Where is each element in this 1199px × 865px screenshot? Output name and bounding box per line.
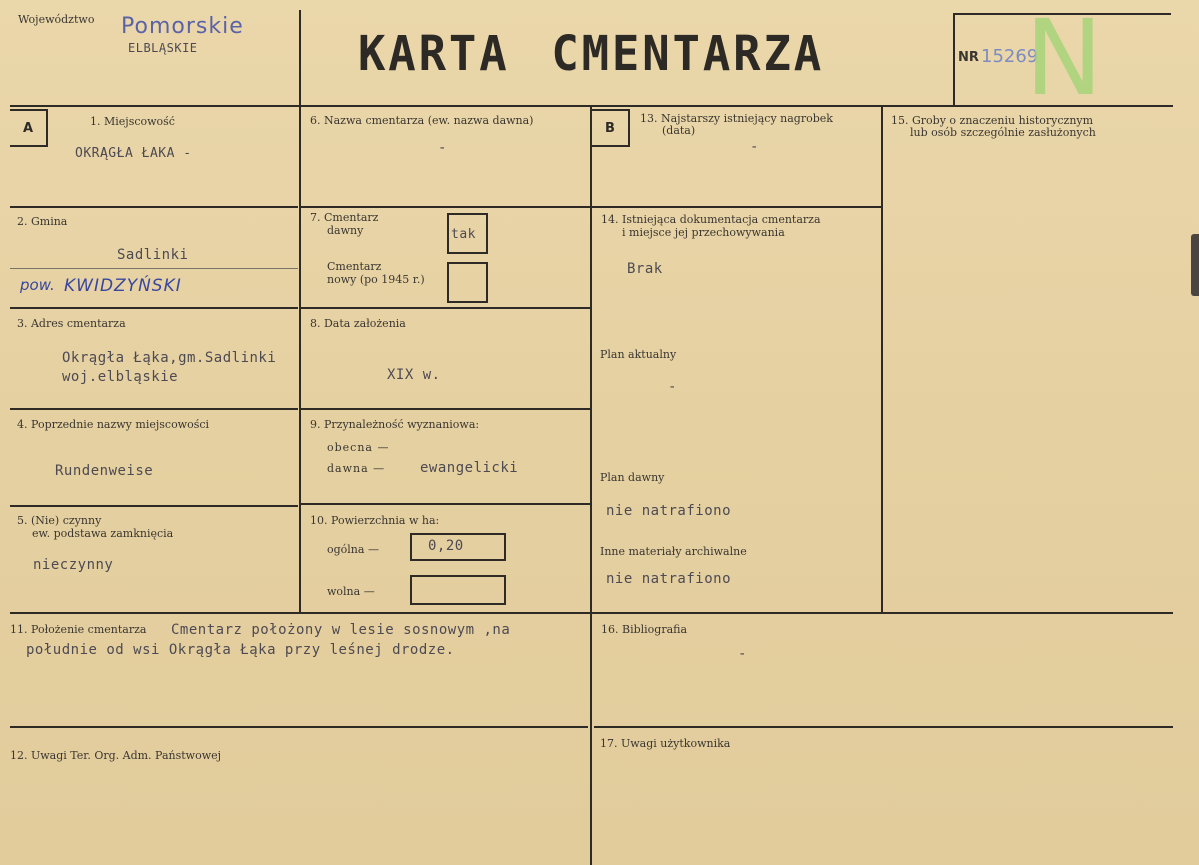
field11-line2: południe od wsi Okrągła Łąka przy leśnej drodze.	[26, 642, 455, 658]
nr-label: NR	[958, 50, 979, 65]
field8-label: 8. Data założenia	[310, 317, 406, 330]
field14-value: Brak	[627, 261, 663, 277]
field8-value: XIX w.	[387, 367, 441, 383]
plan-old-value: nie natrafiono	[606, 503, 732, 519]
rule	[590, 612, 592, 865]
field10-free-label: wolna —	[327, 585, 375, 598]
field16-value: -	[738, 646, 747, 662]
field1-value: OKRĄGŁA ŁAKA -	[75, 146, 192, 161]
field10-label: 10. Powierzchnia w ha:	[310, 514, 440, 527]
field9-label: 9. Przynależność wyznaniowa:	[310, 418, 480, 431]
field12-label: 12. Uwagi Ter. Org. Adm. Państwowej	[10, 749, 222, 762]
rule	[10, 408, 298, 410]
field6-value: -	[438, 140, 447, 156]
field7-new-sublabel: nowy (po 1945 r.)	[327, 273, 425, 286]
field7-old-label: 7. Cmentarz	[310, 211, 379, 224]
rule	[592, 206, 881, 208]
card-title	[358, 26, 824, 82]
field11-label: 11. Położenie cmentarza	[10, 623, 147, 636]
plan-current-value: -	[668, 379, 677, 395]
underline	[10, 268, 298, 269]
field4-value: Rundenweise	[55, 463, 154, 479]
field17-label: 17. Uwagi użytkownika	[600, 737, 731, 750]
field14-label: 14. Istniejąca dokumentacja cmentarza	[601, 213, 821, 226]
rule	[881, 105, 883, 612]
region-stamp: Pomorskie	[121, 14, 244, 39]
rule	[299, 10, 301, 612]
old-cemetery-value: tak	[451, 227, 476, 242]
rule	[10, 505, 298, 507]
plan-old-label: Plan dawny	[600, 471, 665, 484]
section-a-marker: A	[10, 109, 48, 147]
region-typed: ELBLĄSKIE	[128, 41, 198, 55]
rule	[300, 206, 590, 208]
field9-former-label: dawna —	[327, 462, 386, 475]
field3-line1: Okrągła Łąka,gm.Sadlinki	[62, 350, 277, 366]
field5-sublabel: ew. podstawa zamknięcia	[32, 527, 174, 540]
field10-total-label: ogólna —	[327, 543, 379, 556]
field3-label: 3. Adres cmentarza	[17, 317, 126, 330]
rule	[10, 726, 588, 728]
section-b-marker: B	[592, 109, 630, 147]
field3-line2: woj.elbląskie	[62, 369, 179, 385]
field5-value: nieczynny	[33, 557, 114, 573]
plan-current-label: Plan aktualny	[600, 348, 677, 361]
other-materials-value: nie natrafiono	[606, 571, 732, 587]
wojewodztwo-label: Województwo	[18, 13, 95, 26]
field11-line1: Cmentarz położony w lesie sosnowym ,na	[171, 622, 511, 638]
rule	[953, 13, 955, 105]
pow-value: KWIDZYŃSKI	[64, 276, 182, 296]
rule	[300, 307, 590, 309]
field9-current-label: obecna —	[327, 441, 390, 454]
title-cmentarza: CMENTARZA	[551, 26, 825, 82]
rule	[10, 307, 298, 309]
nr-value: 15269	[981, 46, 1039, 67]
rule	[300, 408, 590, 410]
pow-prefix: pow.	[20, 276, 55, 294]
field1-label: 1. Miejscowość	[90, 115, 175, 128]
rule	[300, 503, 590, 505]
n-stamp: N	[1025, 0, 1103, 119]
field14-sublabel: i miejsce jej przechowywania	[622, 226, 785, 239]
field13-label: 13. Najstarszy istniejący nagrobek	[640, 112, 833, 125]
field9-former-value: ewangelicki	[420, 460, 519, 476]
field7-old-sublabel: dawny	[327, 224, 364, 237]
field2-label: 2. Gmina	[17, 215, 68, 228]
title-karta: KARTA	[358, 26, 510, 82]
field13-value: -	[750, 139, 759, 155]
total-area-value: 0,20	[428, 538, 464, 554]
field5-label: 5. (Nie) czynny	[17, 514, 102, 527]
field16-label: 16. Bibliografia	[601, 623, 688, 636]
other-materials-label: Inne materiały archiwalne	[600, 545, 747, 558]
field4-label: 4. Poprzednie nazwy miejscowości	[17, 418, 210, 431]
new-cemetery-checkbox	[447, 262, 488, 303]
field6-label: 6. Nazwa cmentarza (ew. nazwa dawna)	[310, 114, 534, 127]
field7-new-label: Cmentarz	[327, 260, 382, 273]
field2-value: Sadlinki	[117, 247, 189, 263]
field13-sublabel: (data)	[662, 124, 696, 137]
edge-tab	[1191, 234, 1199, 296]
field15-sublabel: lub osób szczególnie zasłużonych	[910, 126, 1096, 139]
rule	[10, 206, 298, 208]
free-area-box	[410, 575, 506, 605]
field15-label: 15. Groby o znaczeniu historycznym	[891, 114, 1094, 127]
rule	[590, 105, 592, 615]
rule	[594, 726, 1173, 728]
